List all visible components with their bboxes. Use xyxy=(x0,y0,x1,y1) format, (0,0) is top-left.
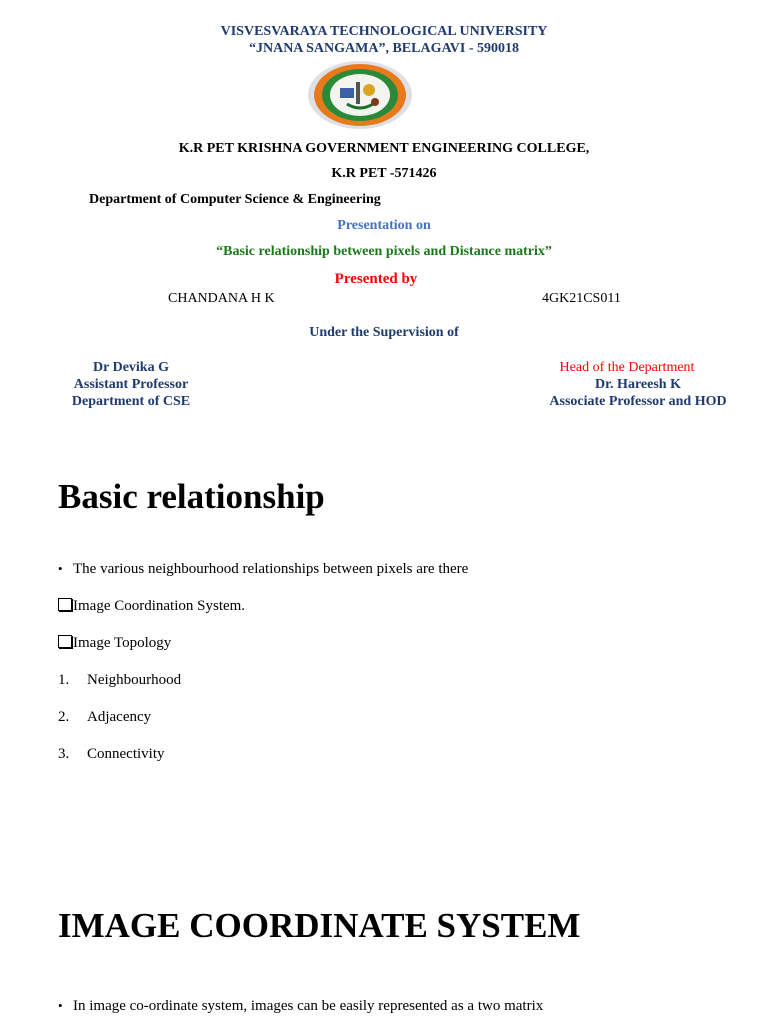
hod-title: Head of the Department xyxy=(559,360,695,375)
check-item xyxy=(58,598,245,615)
guide-designation: Assistant Professor xyxy=(73,377,189,392)
bullet-text: The various neighbourhood relationships between pixels are there xyxy=(73,561,469,577)
item-text: Adjacency xyxy=(87,709,152,725)
item-number: 3. xyxy=(58,746,70,762)
item-text: Neighbourhood xyxy=(87,672,182,688)
college-name: K.R PET KRISHNA GOVERNMENT ENGINEERING COLLEGE, xyxy=(178,141,590,156)
numbered-item xyxy=(58,746,165,763)
college-place: K.R PET -571426 xyxy=(331,166,437,181)
item-number: 2. xyxy=(58,709,70,725)
bullet-text: In image co-ordinate system, images can be easily represented as a two matrix xyxy=(73,998,544,1014)
checkbox-icon xyxy=(58,635,72,648)
numbered-item xyxy=(58,709,151,726)
bullet-item xyxy=(58,561,468,578)
slide-heading-basic-relationship: Basic relationship xyxy=(58,477,325,516)
guide-department: Department of CSE xyxy=(71,394,191,409)
university-address: “JNANA SANGAMA”, BELAGAVI - 590018 xyxy=(248,41,520,56)
department-name: Department of Computer Science & Engineering xyxy=(89,192,381,207)
university-name: VISVESVARAYA TECHNOLOGICAL UNIVERSITY xyxy=(220,24,548,39)
item-number: 1. xyxy=(58,672,70,688)
check-item-text: Image Coordination System. xyxy=(73,598,246,614)
student-name: CHANDANA H K xyxy=(168,291,275,306)
bullet-icon: • xyxy=(58,561,63,576)
slide-heading-image-coordinate-system: IMAGE COORDINATE SYSTEM xyxy=(58,906,581,945)
bullet-item xyxy=(58,998,543,1015)
bullet-icon: • xyxy=(58,998,63,1013)
presentation-on-label: Presentation on xyxy=(337,218,431,233)
university-logo xyxy=(307,60,413,130)
guide-name: Dr Devika G xyxy=(93,360,169,375)
check-item-text: Image Topology xyxy=(73,635,172,651)
checkbox-icon xyxy=(58,598,72,611)
hod-name: Dr. Hareesh K xyxy=(595,377,681,392)
presented-by-label: Presented by xyxy=(334,271,418,287)
hod-block xyxy=(540,359,736,410)
presentation-topic: “Basic relationship between pixels and Distance matrix” xyxy=(216,244,552,259)
item-text: Connectivity xyxy=(87,746,165,762)
student-usn: 4GK21CS011 xyxy=(542,291,621,306)
check-item xyxy=(58,635,171,652)
hod-designation: Associate Professor and HOD xyxy=(549,394,727,409)
guide-block xyxy=(60,359,202,410)
numbered-item xyxy=(58,672,181,689)
supervision-label: Under the Supervision of xyxy=(309,325,459,340)
